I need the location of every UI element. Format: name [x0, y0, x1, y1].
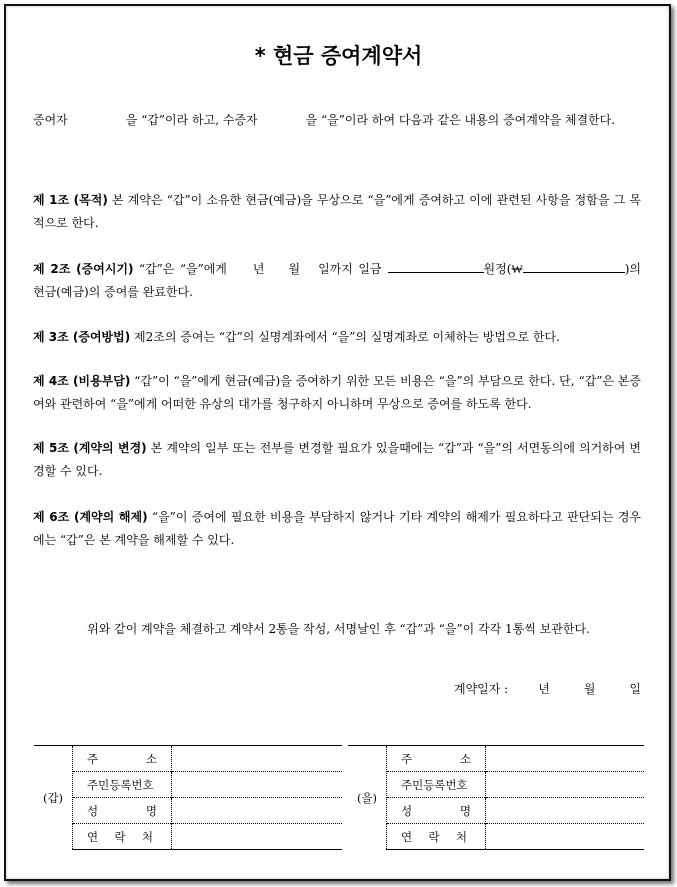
party-eul-id-label: 주민등록번호: [387, 772, 486, 798]
article-3-text: 제2조의 증여는 “갑”의 실명계좌에서 “을”의 실명계좌로 이체하는 방법으로 한다.: [130, 330, 560, 344]
party-gap-address-label: 주 소: [73, 746, 172, 772]
contract-date-month: 월: [583, 682, 596, 696]
article-2-year: 년: [252, 262, 265, 276]
article-3-heading: 제 3조 (증여방법): [33, 330, 131, 344]
article-2-month: 월: [288, 262, 301, 276]
party-gap-table: [34, 745, 342, 850]
article-3: [33, 326, 641, 349]
party-gap-contact-label: 연 락 처: [73, 824, 172, 850]
article-2-text-a: “갑”은 “을”에게: [133, 262, 227, 276]
party-gap-id-label: 주민등록번호: [73, 772, 172, 798]
article-6: [33, 506, 641, 552]
party-eul-name-label: 성 명: [387, 798, 486, 824]
article-2: [33, 258, 641, 304]
article-2-text-b: 일까지 일금: [318, 262, 382, 276]
party-eul-id-field[interactable]: [486, 772, 645, 798]
party-gap-name-field[interactable]: [172, 798, 343, 824]
party-eul-table: [348, 745, 644, 850]
party-eul-contact-field[interactable]: [486, 824, 645, 850]
party-eul-address-field[interactable]: [486, 746, 645, 772]
party-gap-role: (갑): [34, 746, 73, 850]
party-gap-id-field[interactable]: [172, 772, 343, 798]
party-gap-name-label: 성 명: [73, 798, 172, 824]
contract-date-day: 일: [629, 682, 641, 696]
article-1: [33, 189, 641, 235]
article-2-heading: 제 2조 (증여시기): [33, 262, 134, 276]
article-1-heading: 제 1조 (목적): [33, 193, 108, 207]
article-6-text: “을”이 증여에 필요한 비용을 부담하지 않거나 기타 계약의 해제가 필요하다고 판단되는 경우에는 “갑”은 본 계약을 해제할 수 있다.: [33, 510, 641, 547]
party-eul-name-field[interactable]: [486, 798, 645, 824]
party-eul-role: (을): [348, 746, 387, 850]
donor-text: 을 “갑”이라 하고, 수증자: [125, 113, 258, 127]
donor-label: 증여자: [33, 113, 68, 127]
amount-number-blank[interactable]: [523, 259, 625, 273]
article-4-text: “갑”이 “을”에게 현금(예금)을 증여하기 위한 모든 비용은 “을”의 부담으로 한다. 단, “갑”은 본증여와 관련하여 “을”에게 어떠한 유상의 대가를 청구하지 아니하며 무상으로 증여를 하도록 한다.: [33, 374, 641, 411]
article-2-text-c: 원정(₩: [483, 262, 523, 276]
contract-date: [454, 680, 641, 697]
document-title: * 현금 증여계약서: [254, 44, 423, 68]
party-eul-address-label: 주 소: [387, 746, 486, 772]
article-4-heading: 제 4조 (비용부담): [33, 374, 131, 388]
party-gap-contact-field[interactable]: [172, 824, 343, 850]
article-5-text: 본 계약의 일부 또는 전부를 변경할 필요가 있을때에는 “갑”과 “을”의 서면동의에 의거하여 변경할 수 있다.: [33, 441, 641, 478]
party-eul-contact-label: 연 락 처: [387, 824, 486, 850]
article-6-heading: 제 6조 (계약의 해제): [33, 510, 148, 524]
article-4: [33, 370, 641, 416]
intro-paragraph: [33, 109, 641, 132]
closing-statement: 위와 같이 계약을 체결하고 계약서 2통을 작성, 서명날인 후 “갑”과 “을”이 각각 1통씩 보관한다.: [87, 622, 590, 636]
article-5-heading: 제 5조 (계약의 변경): [33, 441, 147, 455]
contract-date-year: 년: [538, 682, 550, 696]
article-5: [33, 437, 641, 483]
contract-date-label: 계약일자 :: [453, 682, 509, 696]
donee-text: 을 “을”이라 하여 다음과 같은 내용의 증여계약을 체결한다.: [305, 113, 616, 127]
article-1-text: 본 계약은 “갑”이 소유한 현금(예금)을 무상으로 “을”에게 증여하고 이에 관련된 사항을 정함을 그 목적으로 한다.: [33, 193, 641, 230]
amount-korean-blank[interactable]: [388, 259, 484, 273]
party-gap-address-field[interactable]: [172, 746, 343, 772]
article-2-text-d: )의 현금(예금)의 증여를 완료한다.: [33, 262, 641, 299]
